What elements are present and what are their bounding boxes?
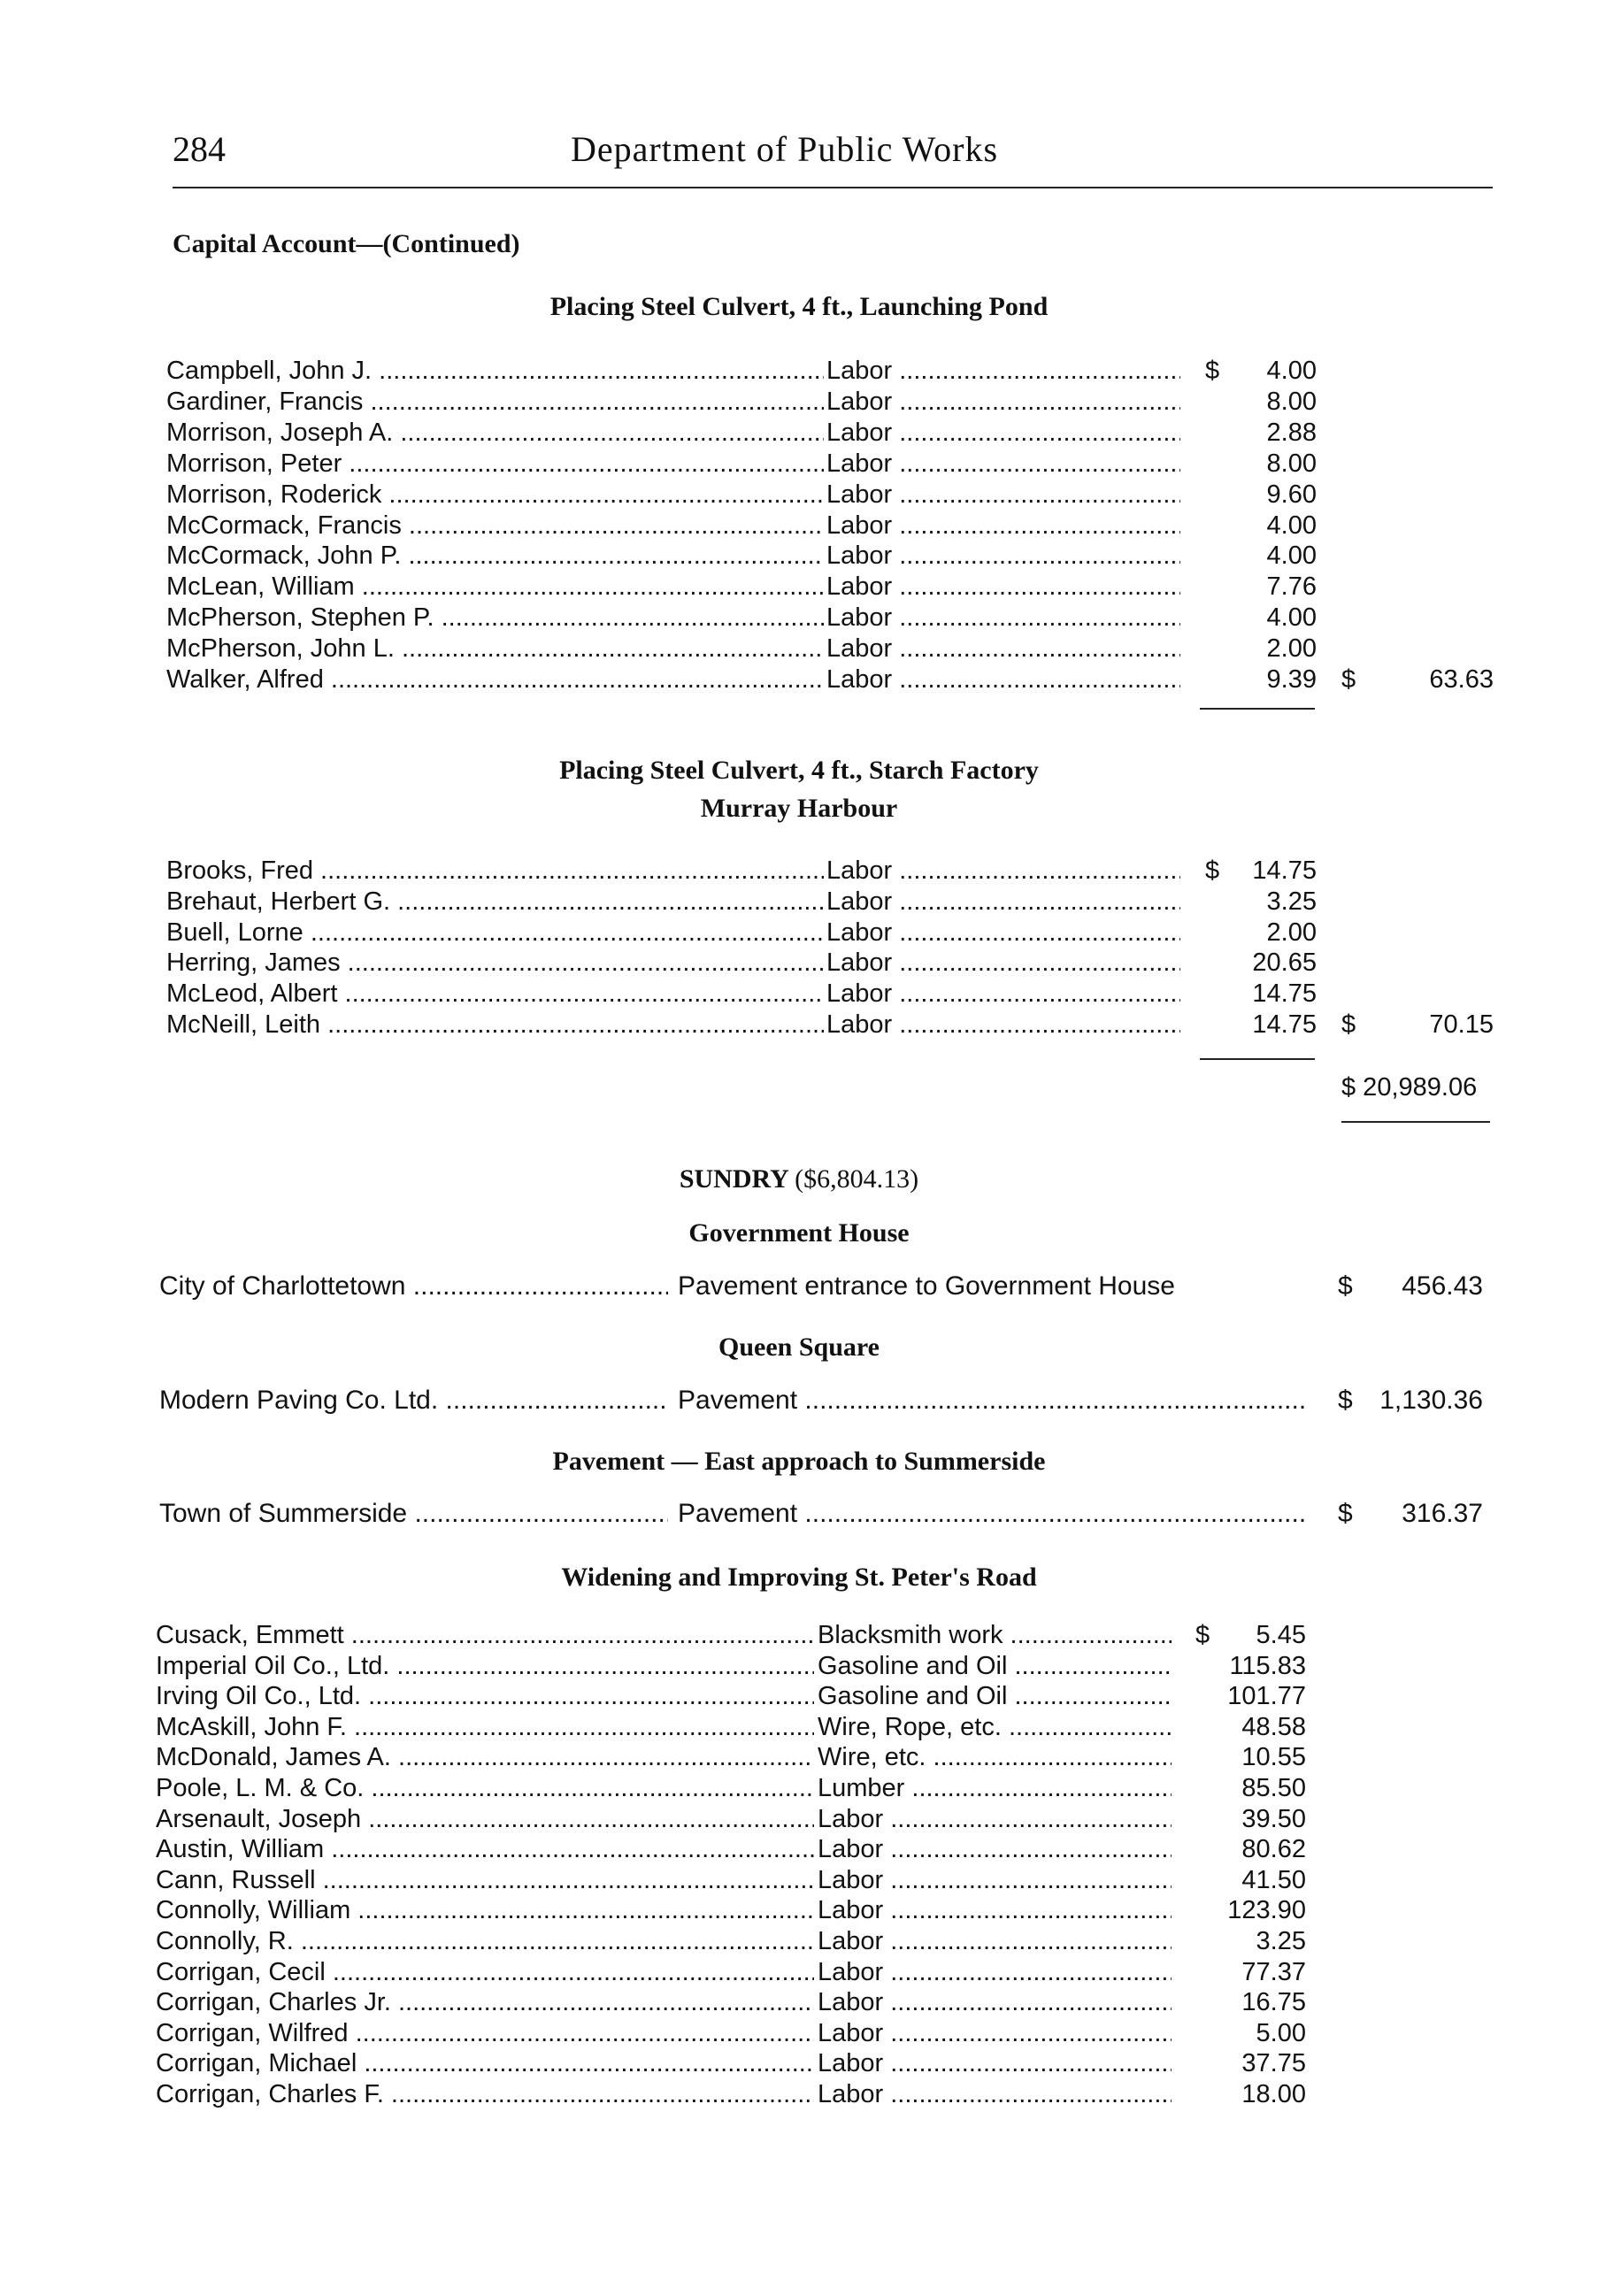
subtotal-rule — [1200, 708, 1315, 710]
payee-name: McPherson, Stephen P. ..... — [166, 603, 824, 633]
dollar-sign: $ — [1338, 1271, 1353, 1301]
description: Labor ..... — [826, 887, 1180, 917]
payee-name: McCormack, Francis ..... — [166, 511, 824, 541]
amount: 5.00 — [1256, 2018, 1306, 2047]
payee-name: Corrigan, Wilfred ..... — [156, 2019, 814, 2048]
amount: 37.75 — [1241, 2049, 1306, 2078]
table-row — [0, 1682, 1598, 1713]
amount: 5.45 — [1256, 1621, 1306, 1649]
amount: 14.75 — [1252, 1010, 1317, 1039]
amount: 2.00 — [1266, 918, 1317, 947]
table-row — [0, 979, 1598, 1010]
amount: 4.00 — [1266, 541, 1317, 571]
total-amount: 70.15 — [1429, 1010, 1494, 1039]
amount: 3.25 — [1266, 887, 1317, 916]
payee-name: Gardiner, Francis ..... — [166, 388, 824, 417]
section-title-summerside: Pavement — East approach to Summerside — [552, 1447, 1046, 1476]
table-row — [0, 388, 1598, 419]
amount: 10.55 — [1241, 1743, 1306, 1772]
payee-name: Connolly, R. ..... — [156, 1927, 814, 1956]
description: Gasoline and Oil ..... — [818, 1652, 1172, 1681]
amount: 16.75 — [1241, 1988, 1306, 2017]
government-house-row — [0, 1271, 1598, 1305]
description: Labor ..... — [818, 2049, 1172, 2078]
table-row — [0, 449, 1598, 480]
payee-name: Morrison, Peter ..... — [166, 449, 824, 479]
amount: 14.75 — [1252, 979, 1317, 1009]
description: Labor ..... — [826, 541, 1180, 571]
payee-name: Imperial Oil Co., Ltd. ..... — [156, 1652, 814, 1681]
section-title-st-peters-road: Widening and Improving St. Peter's Road — [561, 1563, 1037, 1592]
capital-account-heading: Capital Account—(Continued) — [173, 229, 520, 258]
table-row — [0, 887, 1598, 918]
payee-name: Corrigan, Charles Jr. ..... — [156, 1988, 814, 2017]
table-row — [0, 2049, 1598, 2080]
payee-name: Herring, James ..... — [166, 948, 824, 978]
payee-name: McCormack, John P. ..... — [166, 541, 824, 571]
amount: 20.65 — [1252, 948, 1317, 978]
table-row — [0, 634, 1598, 665]
table-row — [0, 1713, 1598, 1744]
description: Labor ..... — [818, 2080, 1172, 2109]
amount: 3.25 — [1256, 1927, 1306, 1955]
payee-name: McLean, William ..... — [166, 572, 824, 602]
amount: 9.39 — [1266, 665, 1317, 694]
section-title-launching-pond: Placing Steel Culvert, 4 ft., Launching Pond — [549, 292, 1049, 321]
amount: 4.00 — [1266, 603, 1317, 633]
amount: 85.50 — [1241, 1774, 1306, 1802]
amount: 4.00 — [1266, 511, 1317, 540]
description: Labor ..... — [826, 357, 1180, 386]
table-row — [0, 1010, 1598, 1041]
payee-name: Corrigan, Charles F. ..... — [156, 2080, 814, 2109]
amount: 2.00 — [1266, 634, 1317, 664]
table-row — [0, 1896, 1598, 1927]
dollar-sign: $ — [1205, 357, 1220, 385]
table-row — [0, 1743, 1598, 1774]
amount: 101.77 — [1227, 1682, 1306, 1711]
section-title-queen-square: Queen Square — [718, 1332, 880, 1362]
table-row — [0, 856, 1598, 887]
description: Labor ..... — [826, 665, 1180, 695]
description: Labor ..... — [826, 979, 1180, 1009]
payee-name: Morrison, Roderick ..... — [166, 480, 824, 510]
description: Labor ..... — [826, 511, 1180, 541]
dollar-sign: $ — [1195, 1621, 1210, 1649]
dollar-sign: $ — [1205, 856, 1220, 885]
table-row — [0, 1866, 1598, 1897]
amount: 41.50 — [1241, 1865, 1306, 1894]
total-dollar-sign: $ — [1341, 665, 1356, 694]
description: Labor ..... — [826, 1010, 1180, 1040]
payee-name: Poole, L. M. & Co. ..... — [156, 1774, 814, 1803]
sundry-title: SUNDRY — [679, 1164, 788, 1194]
dollar-sign: $ — [1338, 1386, 1353, 1415]
amount: 1,130.36 — [1379, 1386, 1483, 1415]
table-row — [0, 1774, 1598, 1805]
table-row — [0, 918, 1598, 949]
amount: 14.75 — [1252, 856, 1317, 885]
subtotal-rule — [1200, 1058, 1315, 1060]
table-row — [0, 1805, 1598, 1836]
description: Labor ..... — [826, 388, 1180, 417]
page-header — [173, 128, 1493, 188]
payee-name: Corrigan, Cecil ..... — [156, 1958, 814, 1987]
table-row — [0, 1958, 1598, 1989]
payee-name: Connolly, William ..... — [156, 1896, 814, 1925]
table-row — [0, 1652, 1598, 1683]
summerside-row — [0, 1499, 1598, 1532]
description: Labor ..... — [818, 1958, 1172, 1987]
payee-name: McLeod, Albert ..... — [166, 979, 824, 1009]
payee-name: McAskill, John F. ..... — [156, 1713, 814, 1742]
payee: Modern Paving Co. Ltd. ..... — [159, 1386, 668, 1416]
payee-name: Buell, Lorne ..... — [166, 918, 824, 948]
payee: Town of Summerside ..... — [159, 1499, 668, 1529]
description: Wire, etc. ..... — [818, 1743, 1172, 1772]
payee-name: Campbell, John J. ..... — [166, 357, 824, 386]
description: Labor ..... — [818, 1835, 1172, 1864]
payee-name: Corrigan, Michael ..... — [156, 2049, 814, 2078]
amount: 316.37 — [1402, 1499, 1483, 1528]
description: Pavement entrance to Government House — [678, 1271, 1175, 1301]
payee-name: Irving Oil Co., Ltd. ..... — [156, 1682, 814, 1711]
payee-name: Arsenault, Joseph ..... — [156, 1805, 814, 1834]
table-row — [0, 541, 1598, 572]
description: Labor ..... — [826, 419, 1180, 448]
description: Labor ..... — [818, 1896, 1172, 1925]
grand-total: $ 20,989.06 — [1341, 1073, 1478, 1102]
payee-name: McDonald, James A. ..... — [156, 1743, 814, 1772]
table-row — [0, 357, 1598, 388]
page-number: 284 — [173, 129, 226, 169]
total-dollar-sign: $ — [1341, 1010, 1356, 1039]
description: Labor ..... — [826, 480, 1180, 510]
sundry-heading — [0, 1164, 1598, 1194]
payee-name: Cann, Russell ..... — [156, 1866, 814, 1895]
amount: 8.00 — [1266, 449, 1317, 478]
table-row — [0, 1927, 1598, 1958]
table-row — [0, 948, 1598, 979]
amount: 77.37 — [1241, 1957, 1306, 1986]
payee-name: Walker, Alfred ..... — [166, 665, 824, 695]
page-title: Department of Public Works — [571, 129, 999, 169]
amount: 7.76 — [1266, 572, 1317, 602]
section-title-government-house: Government House — [688, 1218, 910, 1248]
description: Blacksmith work ..... — [818, 1621, 1172, 1650]
table-row — [0, 1988, 1598, 2019]
description: Wire, Rope, etc. ..... — [818, 1713, 1172, 1742]
table-row — [0, 1835, 1598, 1866]
description: Gasoline and Oil ..... — [818, 1682, 1172, 1711]
description: Labor ..... — [826, 948, 1180, 978]
sundry-amount: ($6,804.13) — [795, 1164, 919, 1194]
description: Labor ..... — [818, 1927, 1172, 1956]
table-row — [0, 603, 1598, 634]
table-row — [0, 572, 1598, 603]
amount: 4.00 — [1266, 357, 1317, 385]
amount: 123.90 — [1227, 1896, 1306, 1925]
payee: City of Charlottetown ..... — [159, 1271, 668, 1302]
amount: 80.62 — [1241, 1835, 1306, 1864]
amount: 9.60 — [1266, 480, 1317, 509]
description: Labor ..... — [826, 572, 1180, 602]
queen-square-row — [0, 1386, 1598, 1419]
total-amount: 63.63 — [1429, 665, 1494, 694]
description: Pavement ..... — [678, 1499, 1309, 1529]
amount: 8.00 — [1266, 387, 1317, 416]
payee-name: Morrison, Joseph A. ..... — [166, 419, 824, 448]
description: Labor ..... — [818, 1866, 1172, 1895]
description: Lumber ..... — [818, 1774, 1172, 1803]
table-row — [0, 480, 1598, 511]
description: Pavement ..... — [678, 1386, 1309, 1416]
description: Labor ..... — [818, 1988, 1172, 2017]
description: Labor ..... — [826, 449, 1180, 479]
payee-name: Cusack, Emmett ..... — [156, 1621, 814, 1650]
section-subtitle-murray-harbour: Murray Harbour — [700, 794, 898, 823]
description: Labor ..... — [826, 856, 1180, 886]
description: Labor ..... — [826, 918, 1180, 948]
amount: 48.58 — [1241, 1712, 1306, 1741]
payee-name: Austin, William ..... — [156, 1835, 814, 1864]
amount: 456.43 — [1402, 1271, 1483, 1301]
description: Labor ..... — [826, 634, 1180, 664]
amount: 2.88 — [1266, 418, 1317, 447]
table-row — [0, 2080, 1598, 2111]
amount: 18.00 — [1241, 2080, 1306, 2108]
table-row — [0, 665, 1598, 696]
table-row — [0, 511, 1598, 542]
grand-total-rule — [1341, 1121, 1490, 1123]
payee-name: McPherson, John L. ..... — [166, 634, 824, 664]
grand-total-row — [0, 1073, 1598, 1104]
amount: 115.83 — [1229, 1651, 1306, 1680]
table-row — [0, 2019, 1598, 2050]
section-title-starch-factory: Placing Steel Culvert, 4 ft., Starch Factory — [559, 756, 1039, 785]
payee-name: Brooks, Fred ..... — [166, 856, 824, 886]
table-row — [0, 419, 1598, 449]
payee-name: Brehaut, Herbert G. ..... — [166, 887, 824, 917]
payee-name: McNeill, Leith ..... — [166, 1010, 824, 1040]
description: Labor ..... — [818, 2019, 1172, 2048]
description: Labor ..... — [826, 603, 1180, 633]
description: Labor ..... — [818, 1805, 1172, 1834]
amount: 39.50 — [1241, 1804, 1306, 1833]
table-row — [0, 1621, 1598, 1652]
dollar-sign: $ — [1338, 1499, 1353, 1528]
